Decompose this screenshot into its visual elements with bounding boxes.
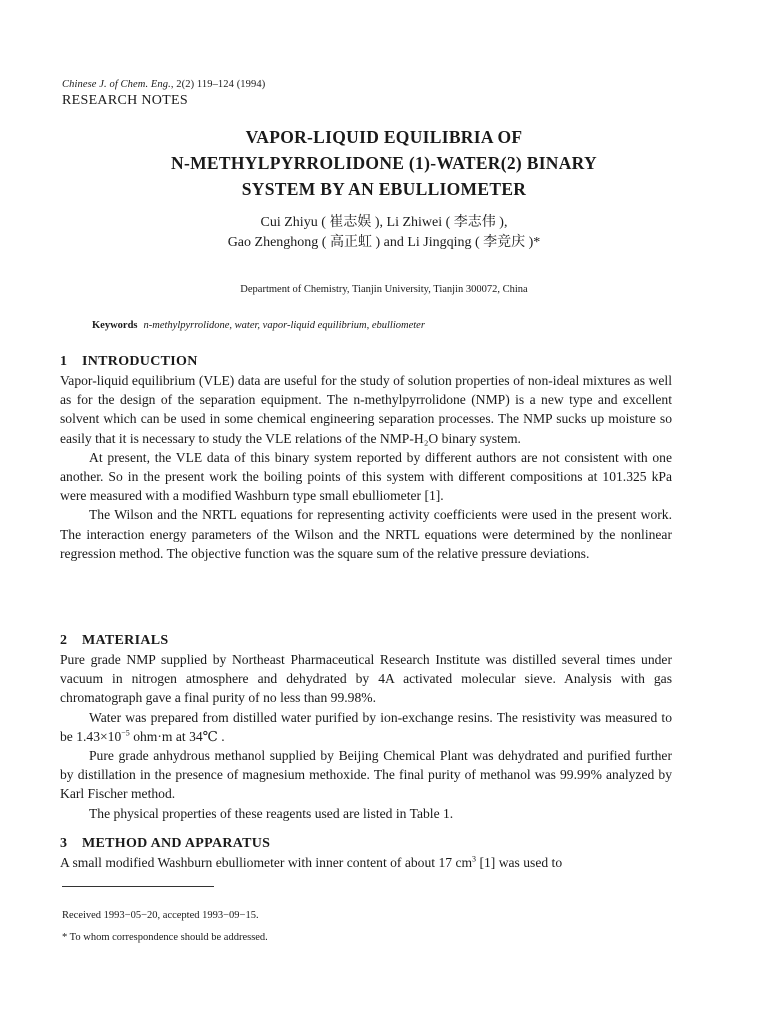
journal-name: Chinese J. of Chem. Eng.	[62, 79, 171, 90]
exponent: 3	[472, 854, 477, 864]
journal-reference	[62, 79, 265, 90]
section-method	[60, 835, 672, 872]
keywords-text: n-methylpyrrolidone, water, vapor-liquid equilibrium, ebulliometer	[143, 320, 425, 331]
section-heading	[60, 632, 672, 650]
section-heading	[60, 835, 672, 853]
title-line-2: N-METHYLPYRROLIDONE (1)-WATER(2) BINARY	[171, 153, 597, 173]
keywords	[92, 320, 425, 331]
article-category: RESEARCH NOTES	[62, 93, 188, 108]
section-number: 3	[60, 836, 68, 851]
section-introduction	[60, 353, 672, 563]
paragraph	[60, 853, 672, 872]
title-line-3: SYSTEM BY AN EBULLIOMETER	[241, 179, 527, 199]
section-title: METHOD AND APPARATUS	[82, 836, 271, 851]
paragraph: At present, the VLE data of this binary system reported by different authors are not consistent with one another. So in the present work the boiling points of this system with different compositions at 101.325 kPa were measured with a modified Washburn type small ebulliometer [1].	[60, 449, 672, 504]
section-heading	[60, 353, 672, 371]
paper-title	[60, 124, 708, 202]
paragraph: The physical properties of these reagents used are listed in Table 1.	[89, 805, 454, 821]
section-number: 2	[60, 633, 68, 648]
footnote-received: Received 1993−05−20, accepted 1993−09−15.	[62, 910, 259, 921]
title-line-1: VAPOR-LIQUID EQUILIBRIA OF	[245, 127, 523, 147]
exponent: −5	[121, 728, 130, 738]
section-title: INTRODUCTION	[82, 354, 198, 369]
text-run: A small modified Washburn ebulliometer with inner content of about 17 cm	[60, 855, 473, 870]
journal-volume-pages: , 2(2) 119–124 (1994)	[170, 79, 266, 90]
paragraph: Pure grade NMP supplied by Northeast Pharmaceutical Research Institute was distilled several times under vacuum in nitrogen atmosphere and dehydrated by 4A activated molecular sieve. Analysis with gas chromatograph gave a final purity of no less than 99.98%.	[60, 652, 672, 706]
footnote-correspondence: * To whom correspondence should be addressed.	[62, 932, 268, 943]
paragraph	[60, 708, 672, 746]
text-run: Water was prepared from distilled water purified by ion-exchange resins. The resistivity was measured to be 1.43×10	[60, 709, 672, 744]
paragraph: The Wilson and the NRTL equations for representing activity coefficients were used in the present work. The interaction energy parameters of the Wilson and the NRTL equations were determined by the nonlinear regression method. The objective function was the square sum of the relative pressure deviations.	[60, 507, 672, 561]
text-run: ohm·m at 34℃ .	[129, 728, 225, 744]
authors-line-1: Cui Zhiyu ( 崔志娱 ), Li Zhiwei ( 李志伟 ),	[260, 215, 508, 230]
text-run: [1] was used to	[476, 855, 563, 870]
paragraph: Pure grade anhydrous methanol supplied by Beijing Chemical Plant was dehydrated and purified further by distillation in the presence of magnesium methoxide. The final purity of methanol was 99.99% analyzed by Karl Fischer method.	[60, 748, 672, 802]
keywords-label: Keywords	[92, 320, 138, 331]
footnote-divider	[62, 886, 214, 887]
author-list	[60, 213, 708, 253]
section-title: MATERIALS	[82, 633, 169, 648]
authors-line-2: Gao Zhenghong ( 高正虹 ) and Li Jingqing ( 李竞庆 )*	[227, 235, 541, 250]
paragraph: Vapor-liquid equilibrium (VLE) data are useful for the study of solution properties of non-ideal mixtures as well as for the design of the separation equipment. The n-methylpyrrolidone (NMP) is a new type and excellent solvent which can be used in some chemical engineering separation processes. The NMP sucks up moisture so easily that it is necessary to study the VLE relations of the NMP-H₂O binary system.	[60, 373, 672, 446]
affiliation: Department of Chemistry, Tianjin University, Tianjin 300072, China	[240, 284, 528, 295]
section-materials	[60, 632, 672, 823]
section-number: 1	[60, 354, 68, 369]
